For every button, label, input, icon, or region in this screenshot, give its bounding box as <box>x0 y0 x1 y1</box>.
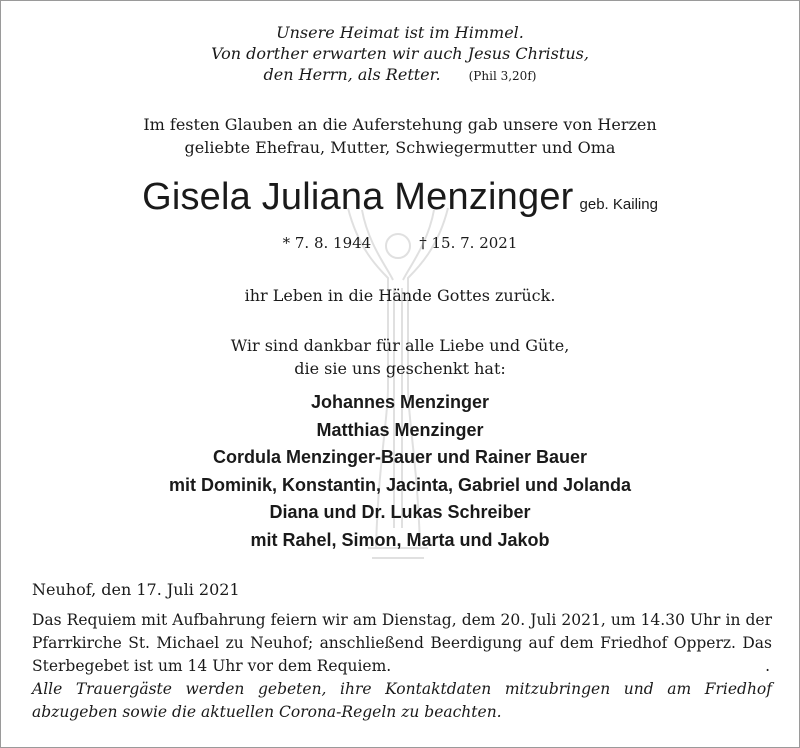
intro-line-2: geliebte Ehefrau, Mutter, Schwiegermutter und Oma <box>184 138 616 157</box>
death-date: † 15. 7. 2021 <box>419 234 518 252</box>
verse-reference: (Phil 3,20f) <box>468 69 537 83</box>
verse-line-1: Unsere Heimat ist im Himmel. <box>276 23 524 42</box>
family-member: Matthias Menzinger <box>316 419 484 440</box>
life-dates <box>0 234 800 252</box>
birth-date: * 7. 8. 1944 <box>282 234 372 252</box>
after-line: ihr Leben in die Hände Gottes zurück. <box>244 286 556 305</box>
verse-line-3-text: den Herrn, als Retter. <box>263 65 441 84</box>
verse-line-3 <box>170 64 630 87</box>
family-member: mit Dominik, Konstantin, Jacinta, Gabriel und Jolanda <box>168 474 632 495</box>
family-member: Diana und Dr. Lukas Schreiber <box>269 502 531 522</box>
service-trailing-dot: . <box>765 657 770 675</box>
service-notice <box>32 609 772 724</box>
intro-text <box>60 113 740 159</box>
thanks-text <box>100 334 700 380</box>
deceased-name-row <box>40 176 760 219</box>
family-list <box>60 389 740 554</box>
place-date: Neuhof, den 17. Juli 2021 <box>32 580 240 599</box>
thanks-line-1: Wir sind dankbar für alle Liebe und Güte, <box>230 336 570 355</box>
thanks-line-2: die sie uns geschenkt hat: <box>294 359 506 378</box>
family-member: mit Rahel, Simon, Marta und Jakob <box>250 529 550 550</box>
family-member: Johannes Menzinger <box>310 392 490 412</box>
verse-line-2: Von dorther erwarten wir auch Jesus Christus, <box>211 44 589 63</box>
bible-verse <box>170 22 630 87</box>
service-text: Das Requiem mit Aufbahrung feiern wir am Dienstag, dem 20. Juli 2021, um 14.30 Uhr in der Pfarrkirche St. Michael zu Neuhof; anschließend Beerdigung auf dem Friedhof Opperz. Das Sterbegebet ist um 14 Uhr vor dem Requiem. <box>32 611 772 675</box>
intro-line-1: Im festen Glauben an die Auferstehung gab unsere von Herzen <box>143 115 657 134</box>
deceased-name: Gisela Juliana Menzinger <box>142 176 574 218</box>
family-member: Cordula Menzinger-Bauer und Rainer Bauer <box>212 447 588 467</box>
corona-notice: Alle Trauergäste werden gebeten, ihre Kontaktdaten mitzubringen und am Friedhof abzugeben sowie die aktuellen Corona-Regeln zu beachten. <box>32 680 772 721</box>
maiden-name: geb. Kailing <box>579 196 658 213</box>
